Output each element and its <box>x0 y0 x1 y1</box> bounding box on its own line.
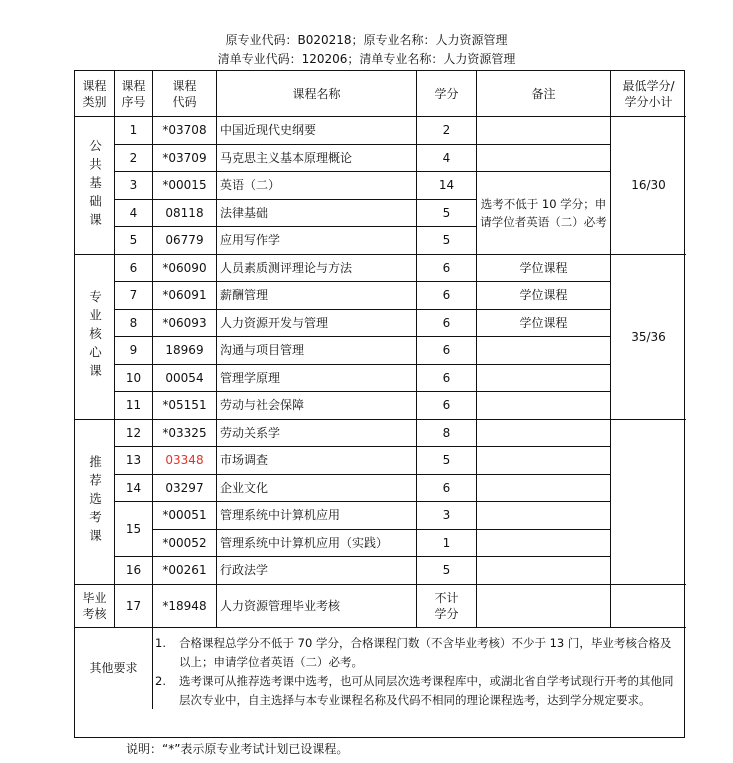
category-core: 专业核心课 <box>75 255 115 420</box>
seq-cell: 14 <box>115 475 153 503</box>
requirement-number: 1. <box>155 635 166 650</box>
credit-cell: 5 <box>417 447 477 475</box>
col-header-remark: 备注 <box>477 71 611 117</box>
credit-cell: 5 <box>417 557 477 585</box>
page-header <box>0 31 733 69</box>
remark-cell <box>477 392 611 420</box>
credit-cell: 8 <box>417 420 477 448</box>
remark-cell <box>477 475 611 503</box>
credit-cell: 6 <box>417 365 477 393</box>
code-cell: *06093 <box>153 310 217 338</box>
remark-cell <box>477 145 611 173</box>
requirement-text: 选考课可从推荐选考课中选考，也可从同层次选考课程库中，或湖北省自学考试现行开考的其他同层次专业中，自主选择与本专业课程名称及代码不相同的理论课程选考，达到学分规定要求。 <box>179 673 674 707</box>
course-name-cell: 管理学原理 <box>217 365 417 393</box>
col-header-name: 课程名称 <box>217 71 417 117</box>
seq-cell: 3 <box>115 172 153 200</box>
code-cell: *00015 <box>153 172 217 200</box>
remark-cell <box>477 365 611 393</box>
code-cell: *03709 <box>153 145 217 173</box>
remark-cell <box>477 585 611 628</box>
seq-cell: 8 <box>115 310 153 338</box>
footnote: 说明：“*”表示原专业考试计划已设课程。 <box>126 742 349 756</box>
col-header-code: 课程 代码 <box>153 71 217 117</box>
seq-cell: 5 <box>115 227 153 255</box>
credit-cell: 5 <box>417 200 477 228</box>
code-cell-highlighted: 03348 <box>153 447 217 475</box>
course-name-cell: 人员素质测评理论与方法 <box>217 255 417 283</box>
credit-cell: 6 <box>417 392 477 420</box>
remark-cell <box>477 557 611 585</box>
credit-cell: 3 <box>417 502 477 530</box>
code-cell: *18948 <box>153 585 217 628</box>
course-name-cell: 企业文化 <box>217 475 417 503</box>
remark-cell <box>477 447 611 475</box>
code-cell: *00052 <box>153 530 217 558</box>
course-name-cell: 马克思主义基本原理概论 <box>217 145 417 173</box>
col-header-seq: 课程 序号 <box>115 71 153 117</box>
category-elective: 推荐选考课 <box>75 420 115 585</box>
remark-cell <box>477 337 611 365</box>
code-cell: *03325 <box>153 420 217 448</box>
course-name-cell: 英语（二） <box>217 172 417 200</box>
credit-cell: 5 <box>417 227 477 255</box>
requirement-number: 2. <box>155 673 166 688</box>
col-header-category: 课程 类别 <box>75 71 115 117</box>
remark-cell <box>477 530 611 558</box>
course-name-cell: 法律基础 <box>217 200 417 228</box>
other-requirements-label: 其他要求 <box>75 628 153 709</box>
credit-cell: 6 <box>417 475 477 503</box>
remark-cell <box>477 420 611 448</box>
code-cell: 06779 <box>153 227 217 255</box>
code-cell: *00261 <box>153 557 217 585</box>
other-requirements-content <box>153 628 686 709</box>
seq-cell: 2 <box>115 145 153 173</box>
credit-cell: 6 <box>417 282 477 310</box>
code-cell: 08118 <box>153 200 217 228</box>
seq-cell: 16 <box>115 557 153 585</box>
code-cell: 03297 <box>153 475 217 503</box>
code-cell: 00054 <box>153 365 217 393</box>
seq-cell: 4 <box>115 200 153 228</box>
credit-cell: 6 <box>417 337 477 365</box>
remark-cell: 学位课程 <box>477 310 611 338</box>
remark-cell <box>477 502 611 530</box>
code-cell: *00051 <box>153 502 217 530</box>
seq-cell: 11 <box>115 392 153 420</box>
seq-cell: 6 <box>115 255 153 283</box>
remark-cell: 学位课程 <box>477 282 611 310</box>
remark-cell: 学位课程 <box>477 255 611 283</box>
course-name-cell: 管理系统中计算机应用 <box>217 502 417 530</box>
category-graduation: 毕业 考核 <box>75 585 115 628</box>
col-header-min-credit: 最低学分/ 学分小计 <box>611 71 686 117</box>
requirement-text: 合格课程总学分不低于 70 学分，合格课程门数（不含毕业考核）不少于 13 门，毕业考核合格及以上；申请学位者英语（二）必考。 <box>179 635 672 669</box>
seq-cell: 12 <box>115 420 153 448</box>
graduation-credit-summary <box>611 585 686 628</box>
credit-cell: 2 <box>417 117 477 145</box>
course-name-cell: 劳动与社会保障 <box>217 392 417 420</box>
course-name-cell: 人力资源开发与管理 <box>217 310 417 338</box>
course-name-cell: 应用写作学 <box>217 227 417 255</box>
course-name-cell: 行政法学 <box>217 557 417 585</box>
credit-cell: 6 <box>417 310 477 338</box>
course-name-cell: 劳动关系学 <box>217 420 417 448</box>
credit-cell: 6 <box>417 255 477 283</box>
original-major-line: 原专业代码：B020218；原专业名称：人力资源管理 <box>225 33 508 47</box>
course-name-cell: 薪酬管理 <box>217 282 417 310</box>
code-cell: *06091 <box>153 282 217 310</box>
public-credit-summary: 16/30 <box>611 117 686 255</box>
seq-cell: 7 <box>115 282 153 310</box>
core-credit-summary: 35/36 <box>611 255 686 420</box>
col-header-credit: 学分 <box>417 71 477 117</box>
credit-cell: 1 <box>417 530 477 558</box>
list-major-line: 清单专业代码：120206；清单专业名称：人力资源管理 <box>217 52 516 66</box>
course-table <box>74 70 685 738</box>
credit-cell: 不计 学分 <box>417 585 477 628</box>
seq-cell: 10 <box>115 365 153 393</box>
seq-cell: 9 <box>115 337 153 365</box>
public-remark-cell: 选考不低于 10 学分；申请学位者英语（二）必考 <box>477 172 611 255</box>
remark-cell <box>477 117 611 145</box>
seq-cell: 15 <box>115 502 153 557</box>
code-cell: 18969 <box>153 337 217 365</box>
requirement-item <box>155 634 678 672</box>
credit-cell: 14 <box>417 172 477 200</box>
credit-cell: 4 <box>417 145 477 173</box>
code-cell: *03708 <box>153 117 217 145</box>
requirement-item <box>155 672 678 709</box>
code-cell: *06090 <box>153 255 217 283</box>
code-cell: *05151 <box>153 392 217 420</box>
course-name-cell: 管理系统中计算机应用（实践） <box>217 530 417 558</box>
category-public: 公共基础课 <box>75 117 115 255</box>
elective-credit-summary <box>611 420 686 585</box>
course-name-cell: 市场调查 <box>217 447 417 475</box>
seq-cell: 13 <box>115 447 153 475</box>
seq-cell: 1 <box>115 117 153 145</box>
course-name-cell: 人力资源管理毕业考核 <box>217 585 417 628</box>
seq-cell: 17 <box>115 585 153 628</box>
course-name-cell: 中国近现代史纲要 <box>217 117 417 145</box>
course-name-cell: 沟通与项目管理 <box>217 337 417 365</box>
